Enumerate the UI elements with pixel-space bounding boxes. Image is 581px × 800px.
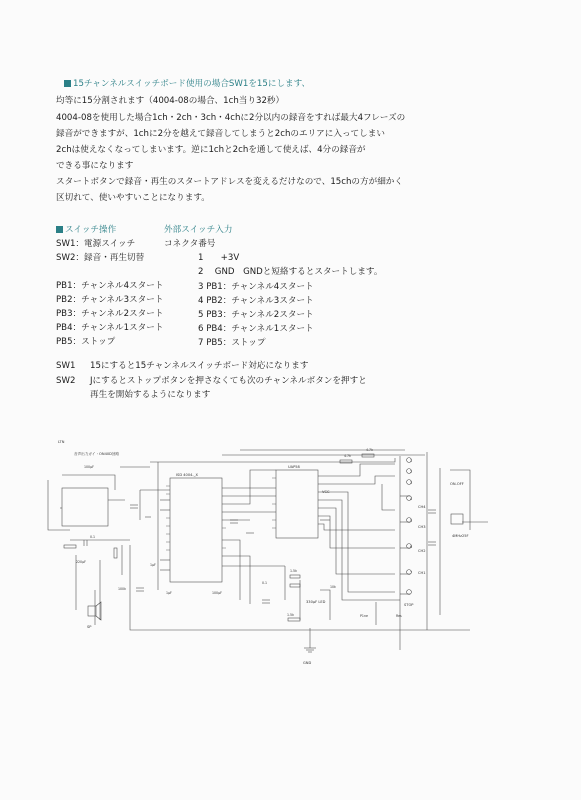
note-text: 15にすると15チャンネルスイッチボード対応になります: [90, 361, 309, 371]
intro-line: スタートボタンで録音・再生のスタートアドレスを変えるだけなので、15chの方が細かく: [56, 177, 403, 187]
switch-op-item: SW1：電源スイッチ: [56, 239, 136, 249]
connector-number: 6: [410, 545, 413, 549]
schematic-corner-label: LTN: [58, 440, 65, 444]
ic1-label: ISD 4004-_X: [176, 473, 198, 477]
resistor-label: 100k: [118, 587, 126, 591]
connector-number: 3: [410, 481, 413, 485]
intro-heading: 15チャンネルスイッチボード使用の場合SW1を15にします、: [64, 79, 310, 90]
onoff-label: ON-OFF: [450, 482, 464, 486]
external-input-item: 7 PB5：ストップ: [198, 338, 266, 348]
external-input-item: 3 PB1：チャンネル4スタート: [198, 282, 314, 292]
cap-label: 100µF: [212, 591, 222, 595]
connector-number: 1: [410, 459, 413, 463]
connector-number: 4: [410, 497, 413, 501]
note-text: 再生を開始するようになります: [90, 390, 211, 400]
intro-line: 録音ができますが、1chに2分を越えて録音してしまうと2chのエリアに入ってしまい: [56, 129, 385, 139]
connector-number: 7: [410, 571, 413, 575]
speaker-label: SP: [87, 625, 92, 629]
led-label: 330µF LED: [306, 600, 326, 604]
switch-op-item: PB1：チャンネル4スタート: [56, 281, 164, 291]
intro-line: 均等に15分割されます（4004-08の場合、1ch当り32秒）: [56, 96, 285, 106]
intro-line: できる事になります: [56, 161, 134, 171]
intro-line: 4004-08を使用した場合1ch・2ch・3ch・4chに2分以内の録音をすれば最大4フレーズの: [56, 113, 406, 123]
resistor-label: 1.5k: [287, 613, 294, 617]
switch-op-item: PB5：ストップ: [56, 337, 116, 347]
bottom-label: P1ne: [360, 614, 368, 618]
intro-line: 2chは使えなくなってしまいます。逆に1chと2chを通して使えば、4分の録音が: [56, 145, 366, 155]
cap-label: 1µF: [166, 591, 172, 595]
external-input-item: 1 +3V: [198, 253, 240, 263]
ic2-label: UAP58: [288, 465, 300, 469]
resistor-label: 4.7k: [344, 454, 351, 458]
cap-label: 220µF: [76, 560, 86, 564]
switch-op-item: SW2：録音・再生切替: [56, 253, 145, 263]
switch-ops-heading: スイッチ操作: [56, 225, 116, 236]
ic-uap58: [276, 470, 318, 538]
amp-module: [62, 488, 108, 526]
cap-label: 1µF: [150, 563, 156, 567]
note-text: Jにするとストップボタンを押さなくても次のチャンネルボタンを押すと: [90, 376, 367, 386]
gnd-label: GND: [303, 661, 312, 665]
schematic-title: 音声出力ガイ・ON40D回路: [74, 452, 120, 456]
ch3-label: CH3: [418, 525, 426, 529]
external-input-heading: 外部スイッチ入力: [164, 225, 233, 235]
external-input-item: 4 PB2：チャンネル3スタート: [198, 296, 314, 306]
note-key: SW2: [56, 376, 76, 386]
resistor-label: 10k: [330, 585, 336, 589]
vcc-label: VCC: [322, 490, 330, 494]
crystal-label: 4MHz25F: [452, 534, 469, 538]
connector-number: 5: [410, 519, 413, 523]
external-input-item: 2 GND GNDと短絡するとスタートします。: [198, 267, 383, 277]
bottom-label: Res: [396, 614, 402, 618]
resistor-label: 1.5k: [290, 569, 297, 573]
switch-op-item: PB2：チャンネル3スタート: [56, 295, 164, 305]
cap-label: 0.1: [90, 535, 96, 539]
ch1-label: CH1: [418, 571, 426, 575]
resistor-label: 4.7k: [366, 448, 373, 452]
ic-isd4004: [170, 478, 222, 582]
intro-line: 区切れて、使いやすいことになります。: [56, 193, 210, 203]
switch-op-item: PB4：チャンネル1スタート: [56, 323, 164, 333]
external-input-item: 5 PB3：チャンネル2スタート: [198, 310, 314, 320]
external-input-item: 6 PB4：チャンネル1スタート: [198, 324, 314, 334]
switch-op-item: PB3：チャンネル2スタート: [56, 309, 164, 319]
cap-label: 0.1: [262, 581, 268, 585]
connector-number: 2: [410, 470, 413, 474]
external-input-subheading: コネクタ番号: [164, 239, 216, 249]
note-key: SW1: [56, 361, 76, 371]
ch4-label: CH4: [418, 505, 426, 509]
cap-label: 100µF: [84, 465, 94, 469]
ch2-label: CH2: [418, 549, 426, 553]
stop-label: STOP: [404, 603, 414, 607]
